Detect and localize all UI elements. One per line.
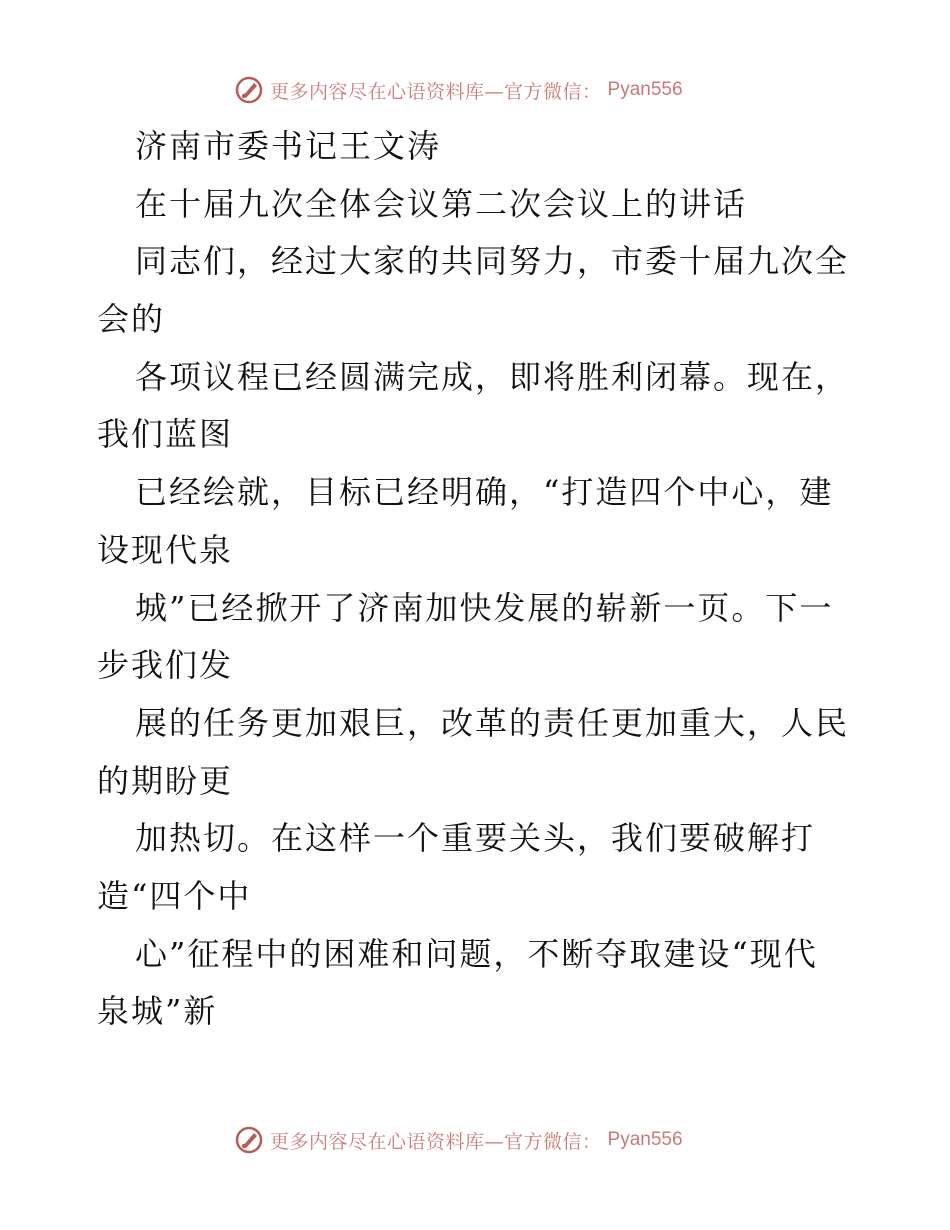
doc-line: 设现代泉	[97, 530, 234, 569]
doc-line: 在十届九次全体会议第二次会议上的讲话	[135, 184, 748, 223]
watermark-handle: Pyan556	[607, 1129, 683, 1150]
doc-line: 步我们发	[97, 646, 234, 685]
doc-line: 各项议程已经圆满完成，即将胜利闭幕。现在，	[135, 357, 850, 396]
doc-line: 的期盼更	[97, 761, 234, 800]
document-body	[97, 118, 857, 1041]
doc-line: 心”征程中的困难和问题，不断夺取建设“现代	[135, 934, 818, 973]
brush-logo-icon	[234, 1125, 264, 1155]
brush-logo-icon	[234, 75, 264, 105]
doc-line: 造“四个中	[97, 876, 252, 915]
watermark-banner-bottom	[234, 1122, 683, 1158]
doc-line: 我们蓝图	[97, 415, 234, 454]
doc-line: 同志们，经过大家的共同努力，市委十届九次全	[135, 242, 850, 281]
doc-line: 会的	[97, 300, 166, 339]
watermark-banner-top	[234, 72, 683, 108]
doc-line: 城”已经掀开了济南加快发展的崭新一页。下一	[135, 588, 834, 627]
doc-line: 已经绘就，目标已经明确，“打造四个中心，建	[135, 473, 834, 512]
watermark-text: 更多内容尽在心语资料库—官方微信：	[270, 80, 602, 103]
doc-line: 展的任务更加艰巨，改革的责任更加重大，人民	[135, 703, 850, 742]
doc-line: 泉城”新	[97, 992, 218, 1031]
watermark-text: 更多内容尽在心语资料库—官方微信：	[270, 1130, 602, 1153]
doc-line: 济南市委书记王文涛	[135, 127, 442, 165]
watermark-handle: Pyan556	[607, 79, 683, 100]
doc-line: 加热切。在这样一个重要关头，我们要破解打	[135, 819, 816, 858]
